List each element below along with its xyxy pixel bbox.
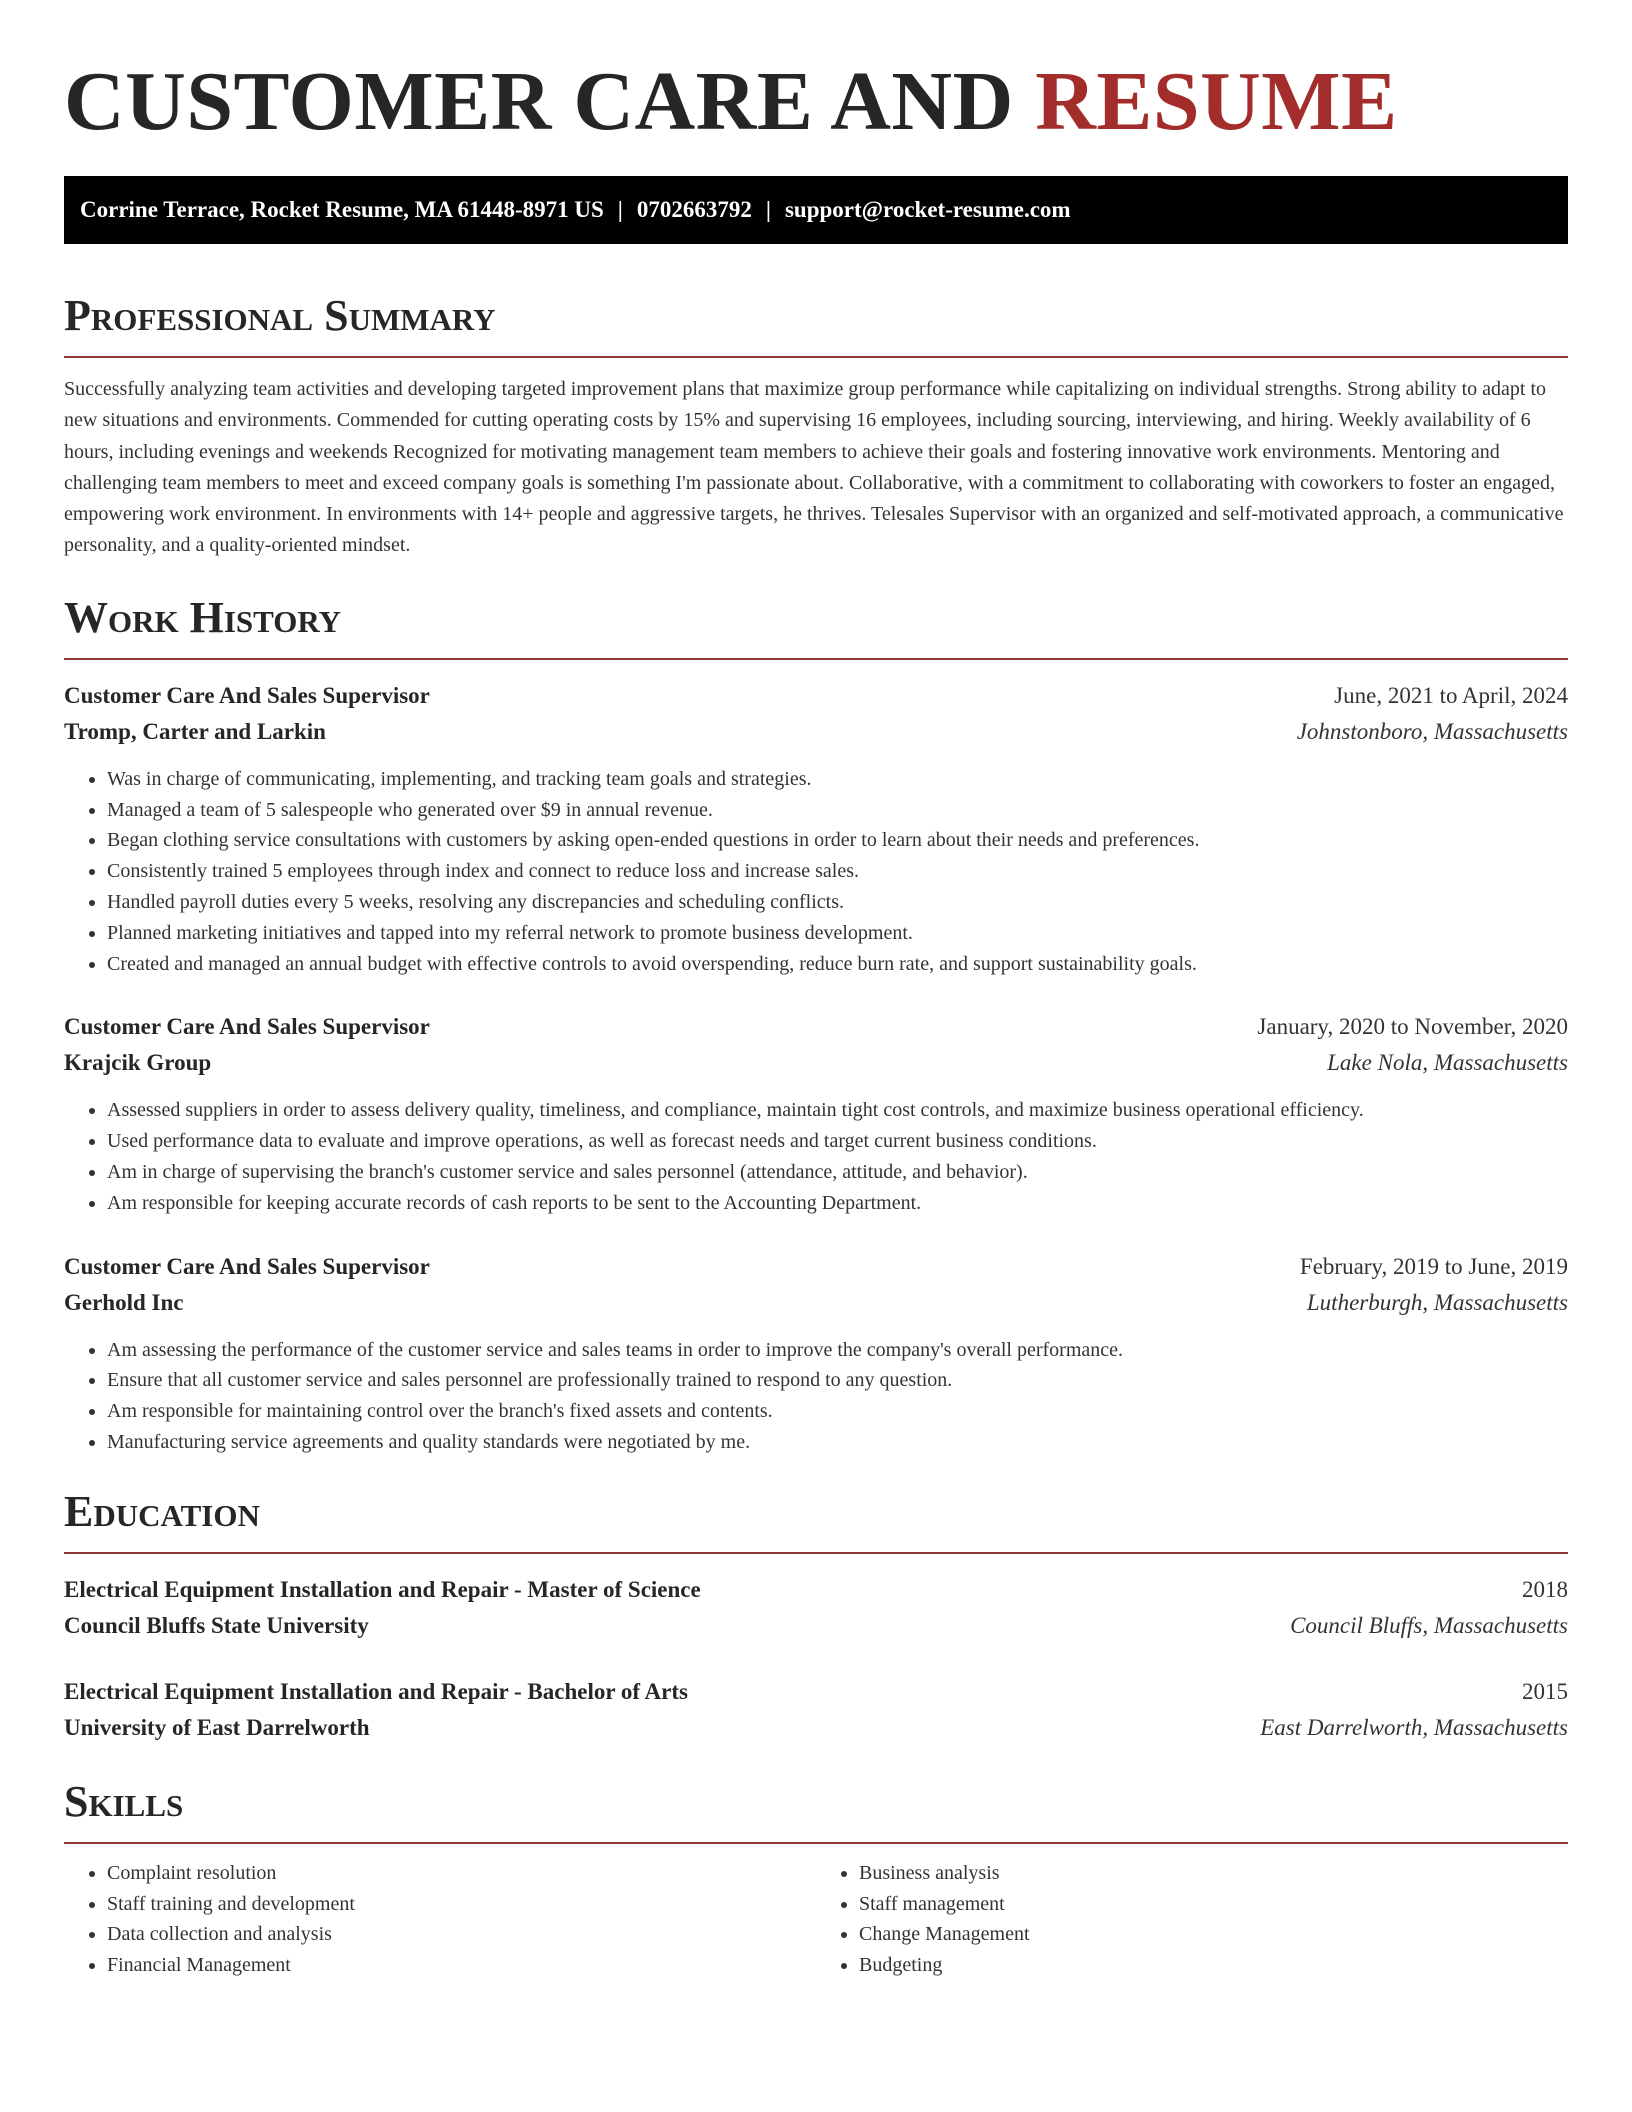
education-section	[64, 1484, 1568, 1746]
job-bullet: • Created and managed an annual budget with effective controls to avoid overspending, reduce burn rate, and support sustainability goals.	[107, 949, 1568, 980]
job-bullets	[64, 764, 1568, 980]
school-location: East Darrelworth, Massachusetts	[1260, 1714, 1568, 1740]
degree: Electrical Equipment Installation and Repair - Bachelor of Arts	[64, 1678, 688, 1704]
job-company: Krajcik Group	[64, 1050, 212, 1076]
job-title: Customer Care And Sales Supervisor	[64, 1253, 430, 1279]
job-bullet: • Am responsible for maintaining control over the branch's fixed assets and contents.	[107, 1396, 1568, 1427]
job-location: Lake Nola, Massachusetts	[1327, 1050, 1568, 1076]
school-location: Council Bluffs, Massachusetts	[1290, 1612, 1568, 1638]
job-bullet: • Am assessing the performance of the customer service and sales teams in order to improve the company's overall performance.	[107, 1335, 1568, 1366]
job-dates: June, 2021 to April, 2024	[1334, 682, 1568, 708]
degree: Electrical Equipment Installation and Repair - Master of Science	[64, 1576, 701, 1602]
resume-title	[64, 52, 1568, 152]
work-history-section	[64, 590, 1568, 1458]
school-name: University of East Darrelworth	[64, 1714, 370, 1740]
skills-grid	[64, 1858, 1568, 1981]
job-entry	[64, 678, 1568, 980]
job-entry	[64, 1249, 1568, 1458]
skills-column-right	[816, 1858, 1568, 1981]
education-entry	[64, 1674, 1568, 1746]
job-location: Lutherburgh, Massachusetts	[1306, 1289, 1568, 1315]
contact-email: support@rocket-resume.com	[784, 197, 1071, 222]
skill-item: • Business analysis	[859, 1858, 1568, 1889]
section-divider	[64, 1842, 1568, 1844]
contact-separator: |	[765, 197, 771, 222]
section-divider	[64, 658, 1568, 660]
work-history-heading: Work History	[64, 592, 342, 642]
school-name: Council Bluffs State University	[64, 1612, 369, 1638]
education-heading: Education	[64, 1486, 260, 1536]
job-title: Customer Care And Sales Supervisor	[64, 1014, 430, 1040]
skills-section	[64, 1774, 1568, 1981]
job-bullet: • Used performance data to evaluate and improve operations, as well as forecast needs and target current business conditions.	[107, 1126, 1568, 1157]
job-bullet: • Planned marketing initiatives and tapped into my referral network to promote business development.	[107, 918, 1568, 949]
summary-heading: Professional Summary	[64, 291, 496, 340]
job-bullet: • Am in charge of supervising the branch's customer service and sales personnel (attendance, attitude, and behavior).	[107, 1157, 1568, 1188]
skill-item: • Data collection and analysis	[107, 1919, 816, 1950]
section-divider	[64, 356, 1568, 358]
job-bullet: • Handled payroll duties every 5 weeks, resolving any discrepancies and scheduling conflicts.	[107, 887, 1568, 918]
job-title: Customer Care And Sales Supervisor	[64, 682, 430, 708]
contact-phone: 0702663792	[636, 197, 752, 222]
job-location: Johnstonboro, Massachusetts	[1296, 718, 1568, 744]
job-bullet: • Was in charge of communicating, implementing, and tracking team goals and strategies.	[107, 764, 1568, 795]
job-bullet: • Began clothing service consultations with customers by asking open-ended questions in order to learn about their needs and preferences.	[107, 825, 1568, 856]
contact-address: Corrine Terrace, Rocket Resume, MA 61448-8971 US	[80, 197, 604, 222]
skills-list	[64, 1858, 816, 1981]
skills-column-left	[64, 1858, 816, 1981]
job-bullet: • Managed a team of 5 salespeople who generated over $9 in annual revenue.	[107, 795, 1568, 826]
job-bullet: • Consistently trained 5 employees through index and connect to reduce loss and increase sales.	[107, 856, 1568, 887]
job-entry	[64, 1009, 1568, 1218]
title-accent: RESUME	[1035, 55, 1398, 148]
job-bullet: • Am responsible for keeping accurate records of cash reports to be sent to the Accounting Department.	[107, 1188, 1568, 1219]
job-bullet: • Manufacturing service agreements and quality standards were negotiated by me.	[107, 1427, 1568, 1458]
job-company: Gerhold Inc	[64, 1289, 184, 1315]
skill-item: • Staff management	[859, 1889, 1568, 1920]
graduation-year: 2015	[1522, 1678, 1568, 1704]
education-entry	[64, 1572, 1568, 1644]
summary-text: Successfully analyzing team activities and developing targeted improvement plans that maximize group performance while capitalizing on individual strengths. Strong ability to adapt to new situations and environments. Commended for cutting operating costs by 15% and supervising 16 employees, including sourcing, interviewing, and hiring. Weekly availability of 6 hours, including evenings and weekends Recognized for motivating management team members to achieve their goals and fostering innovative work environments. Mentoring and challenging team members to meet and exceed company goals is something I'm passionate about. Collaborative, with a commitment to collaborating with coworkers to foster an engaged, empowering work environment. In environments with 14+ people and aggressive targets, he thrives. Telesales Supervisor with an organized and self-motivated approach, a communicative personality, and a quality-oriented mindset.	[64, 378, 1564, 557]
job-company: Tromp, Carter and Larkin	[64, 718, 326, 744]
job-dates: January, 2020 to November, 2020	[1257, 1014, 1568, 1040]
job-bullets	[64, 1335, 1568, 1458]
section-divider	[64, 1552, 1568, 1554]
skill-item: • Staff training and development	[107, 1889, 816, 1920]
summary-section	[64, 288, 1568, 562]
job-bullet: • Ensure that all customer service and sales personnel are professionally trained to respond to any question.	[107, 1365, 1568, 1396]
skills-list	[816, 1858, 1568, 1981]
skill-item: • Complaint resolution	[107, 1858, 816, 1889]
graduation-year: 2018	[1522, 1576, 1568, 1602]
contact-separator: |	[617, 197, 623, 222]
skill-item: • Financial Management	[107, 1950, 816, 1981]
job-dates: February, 2019 to June, 2019	[1299, 1253, 1568, 1279]
contact-bar	[64, 176, 1568, 244]
skill-item: • Change Management	[859, 1919, 1568, 1950]
job-bullet: • Assessed suppliers in order to assess delivery quality, timeliness, and compliance, maintain tight cost controls, and maximize business operational efficiency.	[107, 1095, 1568, 1126]
title-main: CUSTOMER CARE AND	[64, 55, 1014, 148]
skill-item: • Budgeting	[859, 1950, 1568, 1981]
skills-heading: Skills	[64, 1776, 184, 1826]
job-bullets	[64, 1095, 1568, 1218]
